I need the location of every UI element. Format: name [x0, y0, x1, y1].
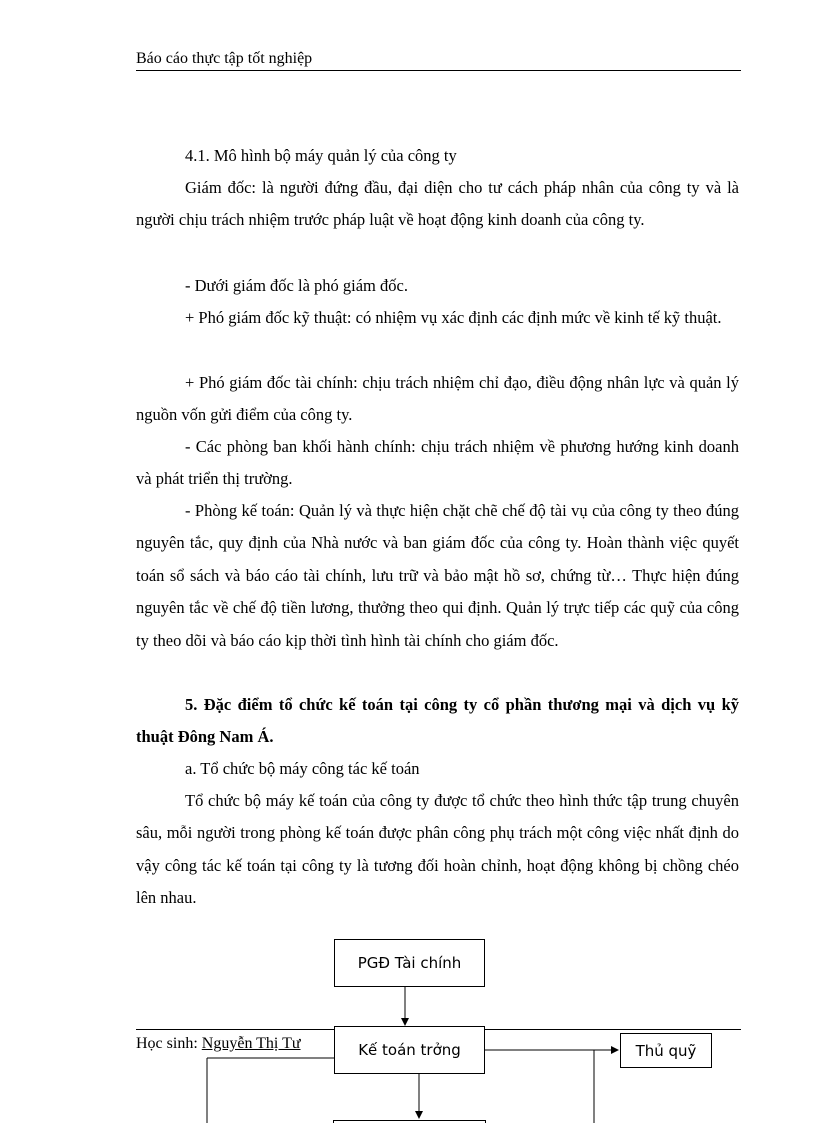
box-treasurer: Thủ quỹ: [620, 1033, 712, 1068]
paragraph-deputy: - Dưới giám đốc là phó giám đốc.: [185, 276, 408, 295]
footer-student-name: Nguyễn Thị Tư: [201, 1035, 301, 1052]
footer-student: [136, 1035, 301, 1053]
box-pgd-finance: PGĐ Tài chính: [334, 939, 485, 987]
footer-label: Học sinh:: [136, 1035, 198, 1052]
paragraph-finance-deputy: + Phó giám đốc tài chính: chịu trách nhiệm chỉ đạo, điều động nhân lực và quản lý nguồn vốn gửi điểm của công ty.: [136, 373, 739, 425]
paragraph-technical-deputy: + Phó giám đốc kỹ thuật: có nhiệm vụ xác định các định mức về kinh tế kỹ thuật.: [185, 308, 722, 327]
paragraph-admin-departments: - Các phòng ban khối hành chính: chịu trách nhiệm về phương hướng kinh doanh và phát triển thị trường.: [136, 437, 739, 489]
section-heading-5: 5. Đặc điểm tổ chức kế toán tại công ty cổ phần thương mại và dịch vụ kỹ thuật Đông Nam Á.: [136, 695, 739, 747]
section-heading-4-1: 4.1. Mô hình bộ máy quản lý của công ty: [185, 146, 457, 165]
paragraph-accounting-dept: - Phòng kế toán: Quản lý và thực hiện chặt chẽ chế độ tài vụ của công ty theo đúng nguyên tắc, quy định của Nhà nước và ban giám đốc của công ty. Hoàn thành việc quyết toán sổ sách và báo cáo tài chính, lưu trữ và bảo mật hồ sơ, chứng từ… Thực hiện đúng nguyên tắc về chế độ tiền lương, thưởng theo qui định. Quản lý trực tiếp các quỹ của công ty theo dõi và báo cáo kịp thời tình hình tài chính cho giám đốc.: [136, 501, 739, 650]
paragraph-director: Giám đốc: là người đứng đầu, đại diện cho tư cách pháp nhân của công ty và là người chịu trách nhiệm trước pháp luật về hoạt động kinh doanh của công ty.: [136, 178, 739, 230]
subsection-heading-a: a. Tổ chức bộ máy công tác kế toán: [185, 759, 420, 778]
paragraph-accounting-organization: Tổ chức bộ máy kế toán của công ty được tổ chức theo hình thức tập trung chuyên sâu, mỗi người trong phòng kế toán được phân công phụ trách một công việc nhất định do vậy công tác kế toán tại công ty là tương đối hoàn chỉnh, hoạt động không bị chồng chéo lên nhau.: [136, 791, 739, 908]
box-chief-accountant: Kế toán trởng: [334, 1026, 485, 1074]
page-header-title: Báo cáo thực tập tốt nghiệp: [136, 50, 313, 67]
